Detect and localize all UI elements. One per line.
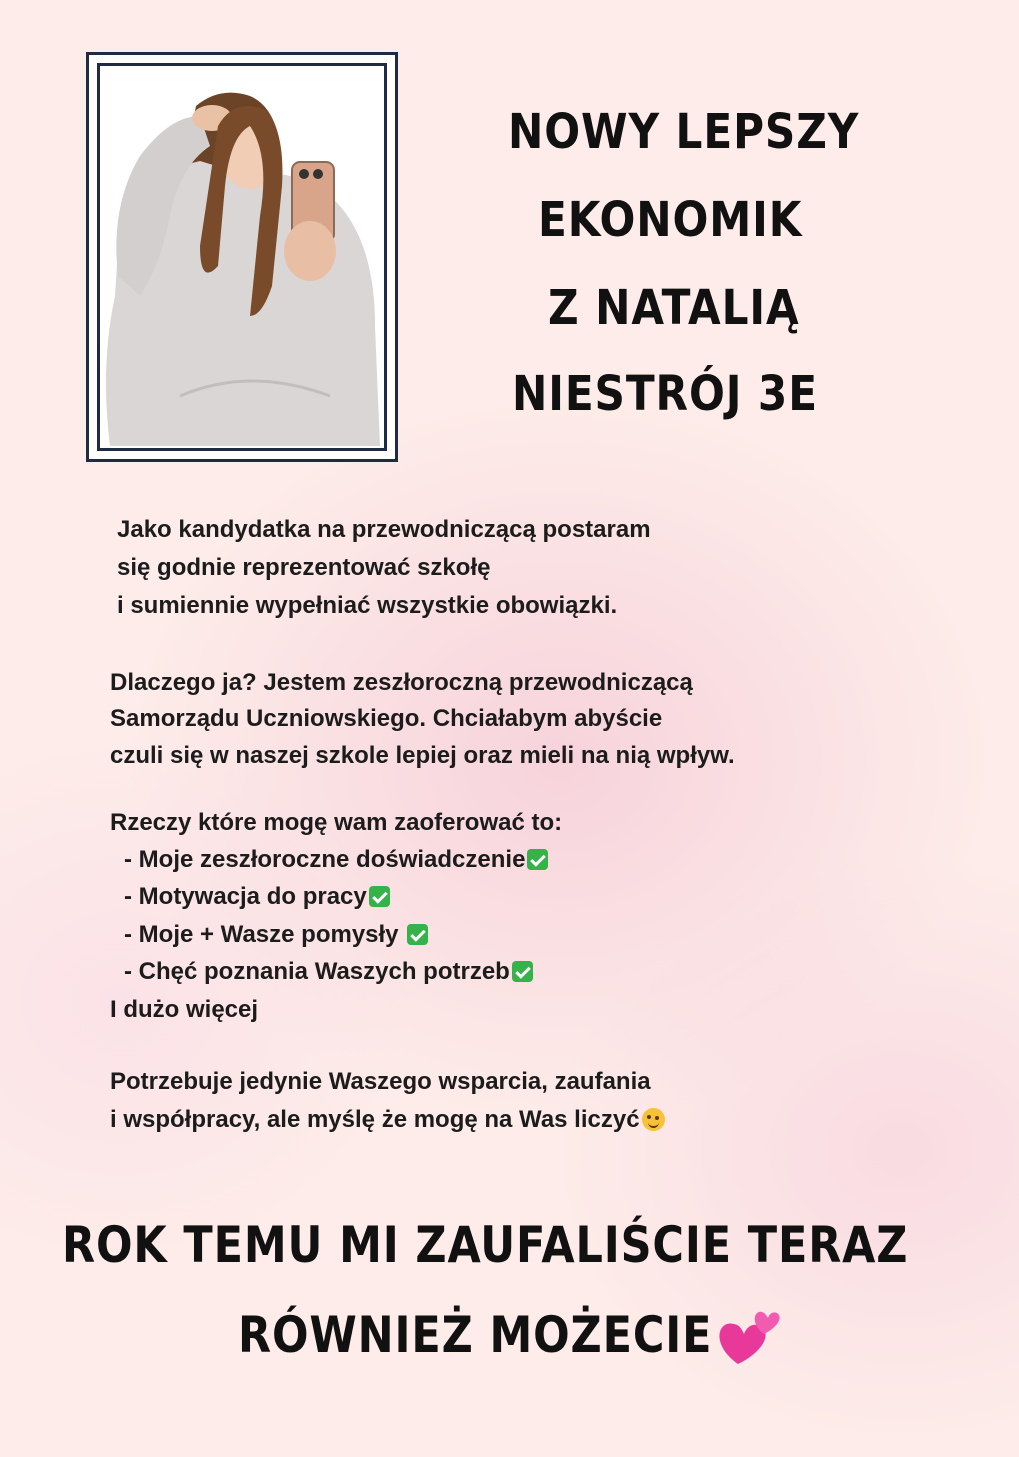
footer-line-1: ROK TEMU MI ZAUFALIŚCIE TERAZ <box>62 1216 909 1274</box>
portrait-photo <box>97 63 387 451</box>
offer-item-text: - Chęć poznania Waszych potrzeb <box>124 958 510 985</box>
title-line-1: NOWY LEPSZY <box>508 104 860 160</box>
check-mark-button-icon <box>407 924 428 945</box>
why-line-1: Dlaczego ja? Jestem zeszłoroczną przewodniczącą <box>110 669 693 696</box>
offer-item <box>124 953 533 991</box>
title-line-4: NIESTRÓJ 3E <box>512 366 818 422</box>
winking-face-icon <box>642 1108 665 1131</box>
offer-item-text: - Moje + Wasze pomysły <box>124 921 406 948</box>
support-line-1: Potrzebuje jedynie Waszego wsparcia, zaufania <box>110 1068 651 1095</box>
title-line-2: EKONOMIK <box>538 192 803 248</box>
check-mark-button-icon <box>527 849 548 870</box>
intro-line-2: się godnie reprezentować szkołę <box>117 554 491 581</box>
footer-line-2: RÓWNIEŻ MOŻECIE <box>238 1306 713 1364</box>
offer-item-text: - Motywacja do pracy <box>124 883 367 910</box>
photo-frame <box>86 52 398 462</box>
why-line-2: Samorządu Uczniowskiego. Chciałabym abyście <box>110 705 663 732</box>
offer-heading: Rzeczy które mogę wam zaoferować to: <box>110 809 563 836</box>
offer-item <box>124 878 390 916</box>
check-mark-button-icon <box>512 961 533 982</box>
support-line-2-row <box>110 1101 665 1139</box>
portrait-illustration <box>100 66 382 446</box>
two-hearts-icon <box>716 1300 782 1370</box>
offer-closing: I dużo więcej <box>110 996 259 1023</box>
check-mark-button-icon <box>369 886 390 907</box>
why-line-3: czuli się w naszej szkole lepiej oraz mieli na nią wpływ. <box>110 742 735 769</box>
offer-item-text: - Moje zeszłoroczne doświadczenie <box>124 846 526 873</box>
offer-item <box>124 841 548 879</box>
intro-line-1: Jako kandydatka na przewodniczącą postaram <box>117 516 651 543</box>
title-line-3: Z NATALIĄ <box>548 280 800 336</box>
offer-item <box>124 916 428 954</box>
support-line-2: i współpracy, ale myślę że mogę na Was liczyć <box>110 1106 640 1133</box>
intro-line-3: i sumiennie wypełniać wszystkie obowiązki. <box>117 592 618 619</box>
